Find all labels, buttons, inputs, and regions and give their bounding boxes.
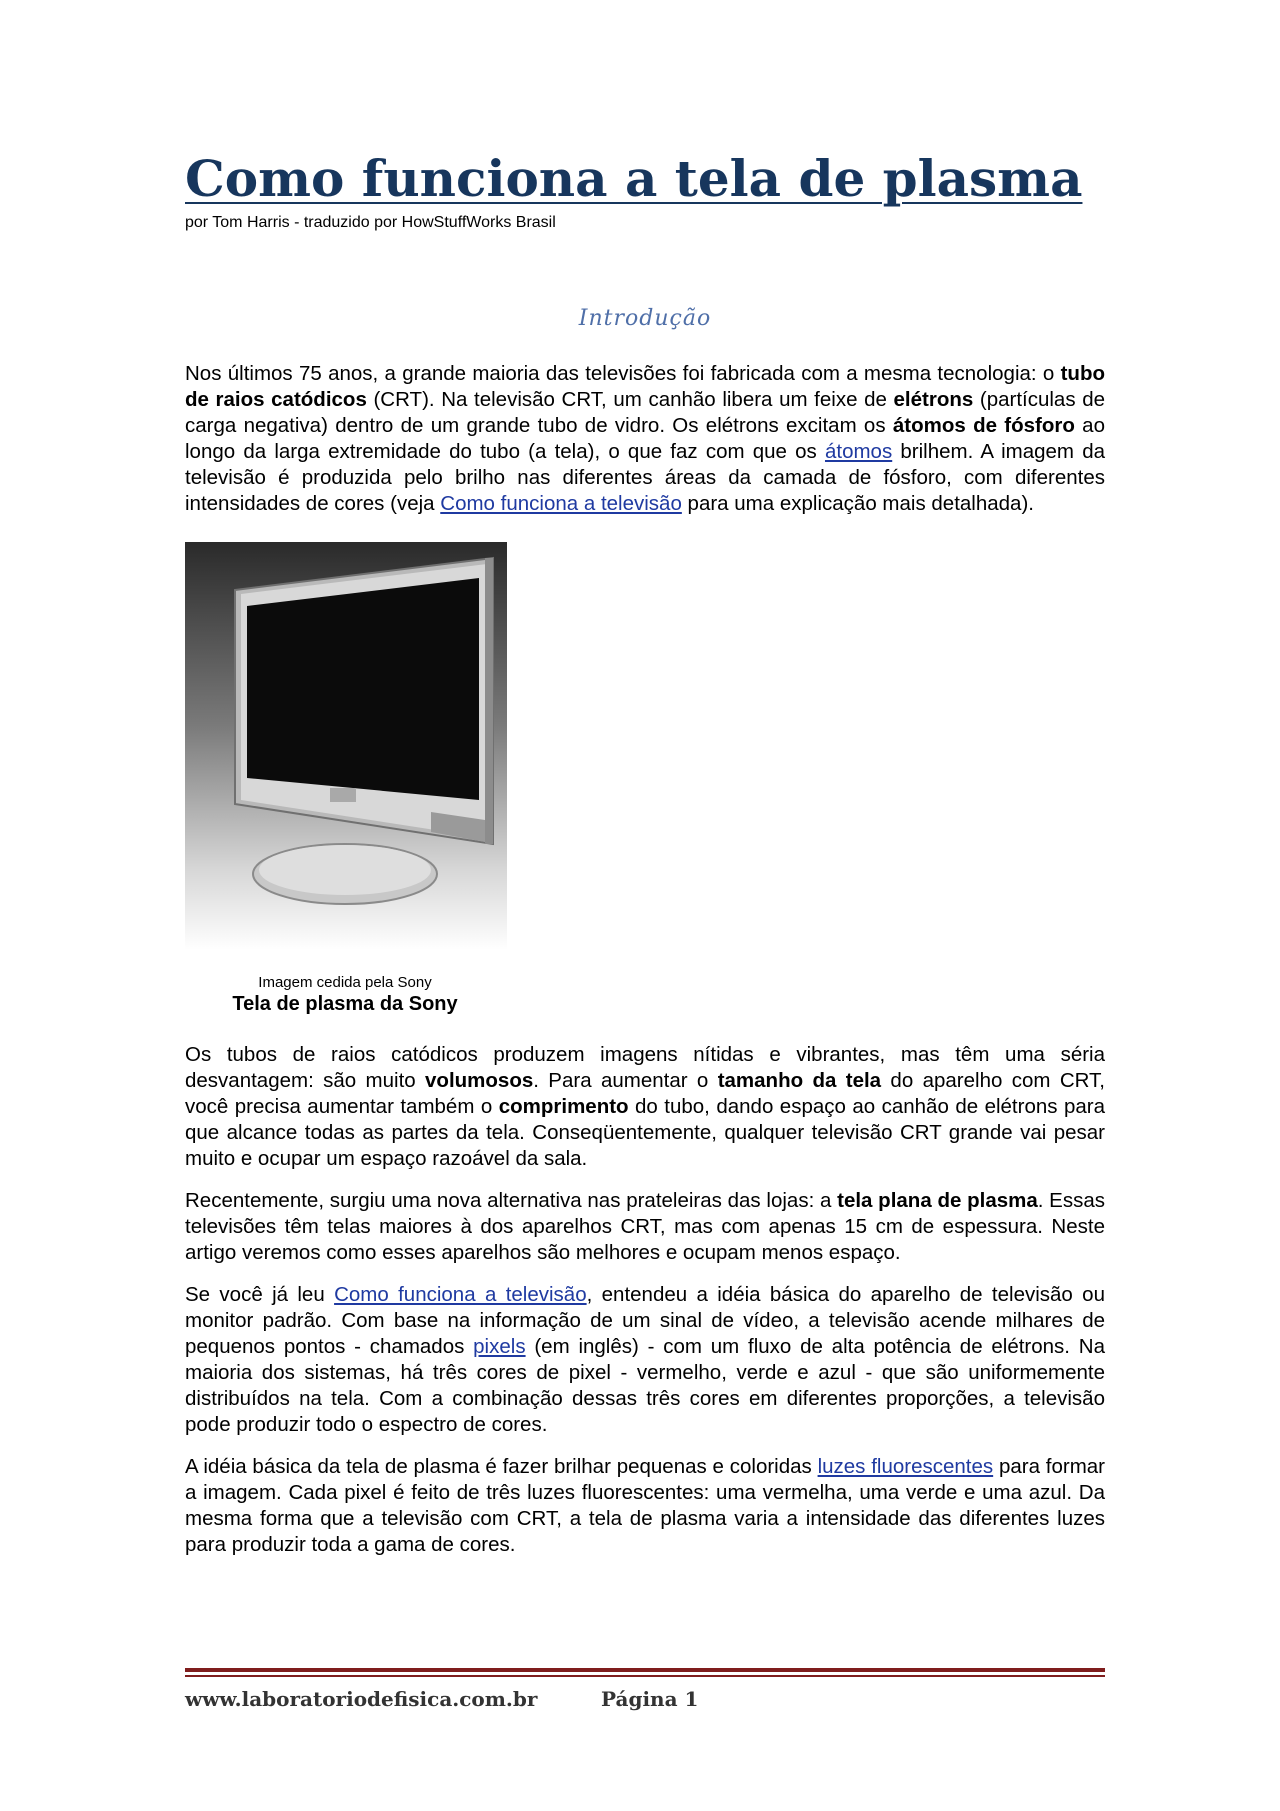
figure	[185, 542, 507, 1016]
section-heading: Introdução	[578, 305, 712, 331]
text: do tubo, dando espaço ao canhão de elétrons para que alcance todas as partes da tela. Conseqüentemente, qualquer televisão CRT grande vai pesar muito e ocupar um espaço razoável da sala.	[185, 1094, 1105, 1170]
document-page	[185, 150, 1105, 1558]
bold-text: átomos de fósforo	[892, 413, 1075, 437]
footer-rule	[185, 1668, 1105, 1672]
image-credit: Imagem cedida pela Sony	[258, 973, 432, 991]
text: (CRT). Na televisão CRT, um canhão libera um feixe de	[366, 387, 894, 411]
paragraph-1	[185, 361, 1105, 517]
byline: por Tom Harris - traduzido por HowStuffWorks Brasil	[185, 213, 556, 231]
plasma-tv-image	[185, 542, 507, 950]
paragraph-2	[185, 1042, 1105, 1172]
footer-url: www.laboratoriodefisica.com.br	[185, 1687, 538, 1711]
text: (partículas de carga negativa) dentro de um grande tubo de vidro. Os elétrons excitam os	[185, 387, 1106, 437]
text: Nos últimos 75 anos, a grande maioria das televisões foi fabricada com a mesma tecnologia: o	[185, 361, 1061, 385]
footer-text	[185, 1687, 1105, 1717]
text: , entendeu a idéia básica do aparelho de televisão ou monitor padrão. Com base na informação de um sinal de vídeo, a televisão acende milhares de pequenos pontos - chamados	[185, 1282, 1105, 1358]
page-footer	[185, 1668, 1105, 1717]
page-number: Página 1	[601, 1687, 699, 1711]
text: Recentemente, surgiu uma nova alternativa nas prateleiras das lojas: a	[185, 1188, 838, 1212]
link-como-funciona-televisao[interactable]: Como funciona a televisão	[334, 1282, 587, 1306]
image-caption: Tela de plasma da Sony	[232, 992, 458, 1015]
link-como-funciona-televisao[interactable]: Como funciona a televisão	[440, 491, 682, 515]
text: (em inglês) - com um fluxo de alta potência de elétrons. Na maioria dos sistemas, há três cores de pixel - vermelho, verde e azul - que são uniformemente distribuídos na tela. Com a combinação dessas três cores em diferentes proporções, a televisão pode produzir todo o espectro de cores.	[185, 1334, 1105, 1436]
bold-text: tubo de raios catódicos	[185, 361, 1105, 411]
paragraph-4	[185, 1282, 1105, 1438]
bold-text: elétrons	[893, 387, 974, 411]
text: . Para aumentar o	[533, 1068, 718, 1092]
text: Os tubos de raios catódicos produzem imagens nítidas e vibrantes, mas têm uma séria desvantagem: são muito	[185, 1042, 1105, 1092]
text: do aparelho com CRT, você precisa aumentar também o	[185, 1068, 1106, 1118]
bold-text: volumosos	[425, 1068, 534, 1092]
link-atomos[interactable]: átomos	[824, 439, 893, 463]
text: para uma explicação mais detalhada).	[681, 491, 1034, 515]
bold-text: comprimento	[498, 1094, 629, 1118]
text: brilhem. A imagem da televisão é produzida pelo brilho nas diferentes áreas da camada de fósforo, com diferentes intensidades de cores (veja	[185, 439, 1105, 515]
link-luzes-fluorescentes[interactable]: luzes fluorescentes	[817, 1454, 994, 1478]
bold-text: tela plana de plasma	[837, 1188, 1038, 1212]
paragraph-3	[185, 1188, 1105, 1266]
text: Se você já leu	[185, 1282, 335, 1306]
text: para formar a imagem. Cada pixel é feito de três luzes fluorescentes: uma vermelha, uma verde e uma azul. Da mesma forma que a televisão com CRT, a tela de plasma varia a intensidade das diferentes luzes para produzir toda a gama de cores.	[185, 1454, 1105, 1556]
link-pixels[interactable]: pixels	[473, 1334, 526, 1358]
text: . Essas televisões têm telas maiores à dos aparelhos CRT, mas com apenas 15 cm de espessura. Neste artigo veremos como esses aparelhos são melhores e ocupam menos espaço.	[185, 1188, 1105, 1264]
plasma-tv-illustration	[185, 542, 507, 950]
bold-text: tamanho da tela	[717, 1068, 882, 1092]
paragraph-5	[185, 1454, 1105, 1558]
text: A idéia básica da tela de plasma é fazer brilhar pequenas e coloridas	[185, 1454, 818, 1478]
page-title: Como funciona a tela de plasma	[185, 149, 1083, 208]
text: ao longo da larga extremidade do tubo (a tela), o que faz com que os	[185, 413, 1105, 463]
footer-rule	[185, 1675, 1105, 1677]
